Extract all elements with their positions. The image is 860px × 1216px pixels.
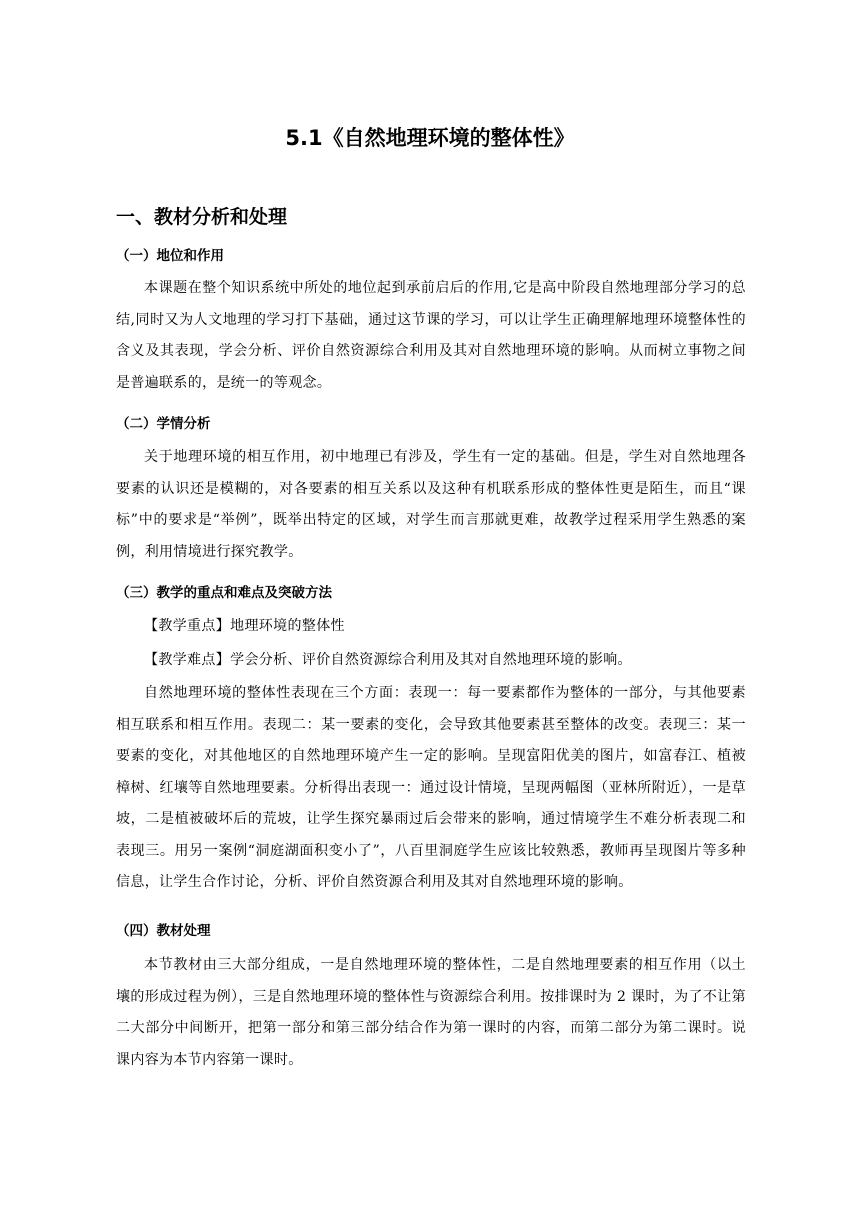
subsection-heading-key-points: （三）教学的重点和难点及突破方法 bbox=[116, 585, 332, 601]
subsection-heading-position: （一）地位和作用 bbox=[116, 248, 224, 264]
paragraph-key-points: 自然地理环境的整体性表现在三个方面：表现一：每一要素都作为整体的一部分，与其他要素相互联系和相互作用。表现二：某一要素的变化，会导致其他要素甚至整体的改变。表现三：某一要素的变化，对其他地区的自然地理环境产生一定的影响。呈现富阳优美的图片，如富春江、植被樟树、红壤等自然地理要素。分析得出表现一：通过设计情境，呈现两幅图（亚林所附近），一是草坡，二是植被破坏后的荒坡，让学生探究暴雨过后会带来的影响，通过情境学生不难分析表现二和表现三。用另一案例“洞庭湖面积变小了”，八百里洞庭学生应该比较熟悉，教师再呈现图片等多种信息，让学生合作讨论，分析、评价自然资源合利用及其对自然地理环境的影响。 bbox=[116, 685, 746, 890]
paragraph-position: 本课题在整个知识系统中所处的地位起到承前启后的作用,它是高中阶段自然地理部分学习的总结,同时又为人文地理的学习打下基础，通过这节课的学习，可以让学生正确理解地理环境整体性的含义及其表现，学会分析、评价自然资源综合利用及其对自然地理环境的影响。从而树立事物之间是普遍联系的，是统一的等观念。 bbox=[116, 280, 746, 391]
section-heading: 一、教材分析和处理 bbox=[116, 206, 288, 228]
teaching-key-point: 【教学重点】地理环境的整体性 bbox=[144, 618, 345, 634]
subsection-heading-student-analysis: （二）学情分析 bbox=[116, 416, 211, 432]
paragraph-material-processing: 本节教材由三大部分组成，一是自然地理环境的整体性，二是自然地理要素的相互作用（以土壤的形成过程为例），三是自然地理环境的整体性与资源综合利用。按排课时为 2 课时，为了不让第二大部分中间断开，把第一部分和第三部分结合作为第一课时的内容，而第二部分为第二课时。说课内容为本节内容第一课时。 bbox=[116, 957, 746, 1068]
subsection-heading-material-processing: （四）教材处理 bbox=[116, 923, 211, 939]
paragraph-student-analysis: 关于地理环境的相互作用，初中地理已有涉及，学生有一定的基础。但是，学生对自然地理各要素的认识还是模糊的，对各要素的相互关系以及这种有机联系形成的整体性更是陌生，而且“课标”中的要求是“举例”，既举出特定的区域，对学生而言那就更难，故教学过程采用学生熟悉的案例，利用情境进行探究教学。 bbox=[116, 449, 746, 560]
document-title: 5.1《自然地理环境的整体性》 bbox=[285, 126, 575, 150]
teaching-difficulty: 【教学难点】学会分析、评价自然资源综合利用及其对自然地理环境的影响。 bbox=[144, 652, 632, 668]
